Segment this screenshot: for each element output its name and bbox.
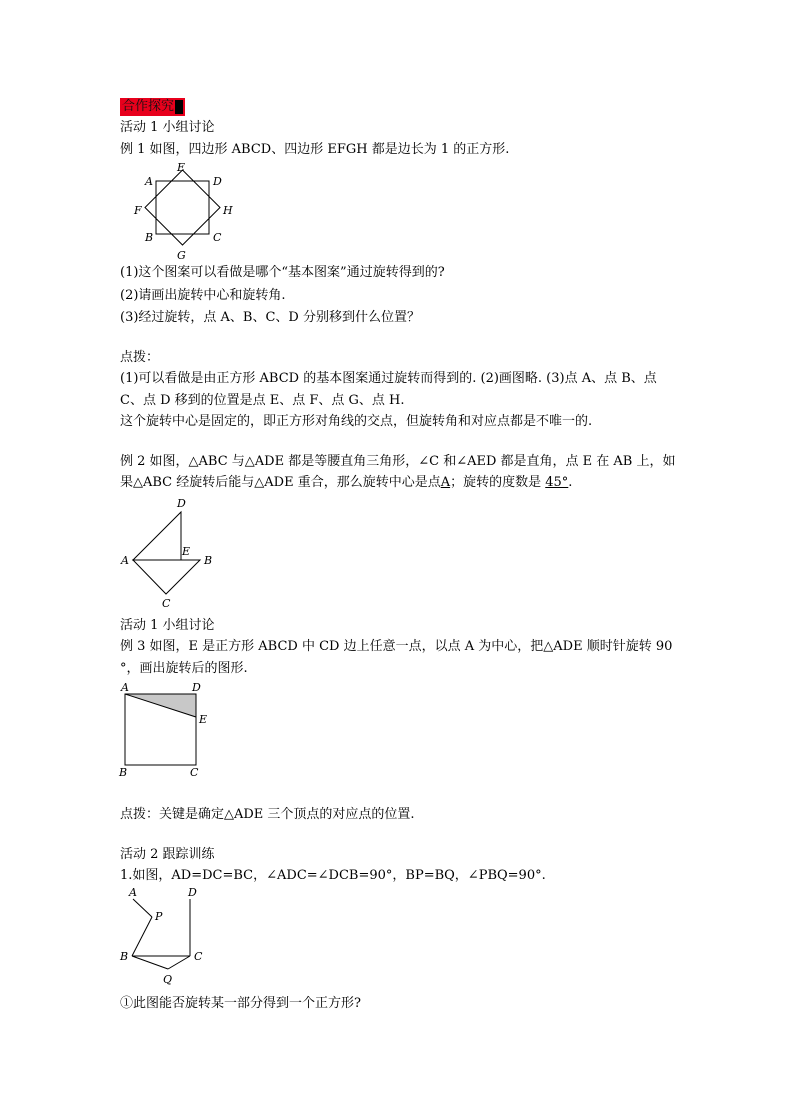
example2-text-end: . (568, 475, 573, 490)
label-A: A (129, 886, 137, 899)
segment-ap (133, 899, 152, 917)
label-A: A (145, 175, 153, 188)
label-C: C (194, 950, 203, 963)
hint1-line1: (1)可以看做是由正方形 ABCD 的基本图案通过旋转而得到的. (2)画图略. (3)点 A、点 B、点 (120, 371, 657, 386)
figure-pbq (118, 886, 218, 986)
figure-two-squares (134, 161, 260, 262)
figure-square-rotation (118, 680, 218, 780)
label-D: D (188, 886, 197, 899)
example4-line1: 1.如图，AD=DC=BC，∠ADC=∠DCB=90°，BP=BQ，∠PBQ=90°. (120, 868, 546, 883)
example2-text-mid: ；旋转的度数是 (450, 475, 546, 490)
label-G: G (177, 249, 186, 262)
section-heading-text: 合作探究 (122, 99, 175, 114)
label-E: E (177, 161, 186, 174)
label-E: E (199, 713, 208, 726)
example3-line1: 例 3 如图，E 是正方形 ABCD 中 CD 边上任意一点，以点 A 为中心，把△ADE 顺时针旋转 90 (120, 639, 673, 654)
hint1-title: 点拨： (120, 350, 160, 365)
heading-marker (175, 100, 183, 114)
example1-q2: (2)请画出旋转中心和旋转角. (120, 288, 286, 303)
activity1b-title: 活动 1 小组讨论 (120, 618, 215, 633)
triangle-ade (133, 512, 181, 560)
answer-rotation-center: A (440, 475, 451, 490)
label-H: H (223, 204, 233, 217)
example2-line1: 例 2 如图，△ABC 与△ADE 都是等腰直角三角形，∠C 和∠AED 都是直角，点 E 在 AB 上，如 (120, 454, 676, 469)
example2-line2 (120, 474, 572, 492)
label-A: A (121, 554, 129, 567)
example2-text-pre: 果△ABC 经旋转后能与△ADE 重合，那么旋转中心是点 (120, 475, 441, 490)
example1-q1: (1)这个图案可以看做是哪个“基本图案”通过旋转得到的? (120, 265, 445, 280)
triangle-abc (133, 560, 200, 594)
label-Q: Q (163, 973, 173, 986)
label-C: C (213, 231, 222, 244)
hint1-line3: 这个旋转中心是固定的，即正方形对角线的交点，但旋转角和对应点都是不唯一的. (120, 414, 593, 429)
segment-pb (132, 917, 152, 956)
label-B: B (120, 950, 129, 963)
label-B: B (145, 231, 154, 244)
answer-rotation-degree: 45° (545, 475, 569, 490)
label-C: C (190, 766, 199, 779)
label-A: A (121, 681, 129, 694)
label-B: B (204, 554, 213, 567)
example1-q3: (3)经过旋转，点 A、B、C、D 分别移到什么位置？ (120, 310, 420, 325)
label-D: D (192, 681, 201, 694)
figure-isosceles-triangles (118, 496, 218, 610)
hint1-line2: C、点 D 移到的位置是点 E、点 F、点 G、点 H. (120, 393, 405, 408)
section-heading (120, 98, 185, 116)
example4-q1: ①此图能否旋转某一部分得到一个正方形? (120, 996, 361, 1011)
label-C: C (162, 597, 171, 610)
activity1-title: 活动 1 小组讨论 (120, 120, 215, 135)
activity2-title: 活动 2 跟踪训练 (120, 847, 215, 862)
example3-line2: °，画出旋转后的图形. (120, 661, 248, 676)
label-D: D (177, 497, 186, 510)
label-B: B (119, 766, 128, 779)
label-D: D (213, 175, 222, 188)
shaded-triangle-ade (125, 694, 196, 717)
example1-text: 例 1 如图，四边形 ABCD、四边形 EFGH 都是边长为 1 的正方形. (120, 142, 510, 157)
hint2: 点拨：关键是确定△ADE 三个顶点的对应点的位置. (120, 807, 415, 822)
label-P: P (155, 910, 163, 923)
segment-qc (168, 956, 190, 969)
segment-bq (132, 956, 168, 969)
label-F: F (134, 204, 142, 217)
label-E: E (182, 545, 191, 558)
